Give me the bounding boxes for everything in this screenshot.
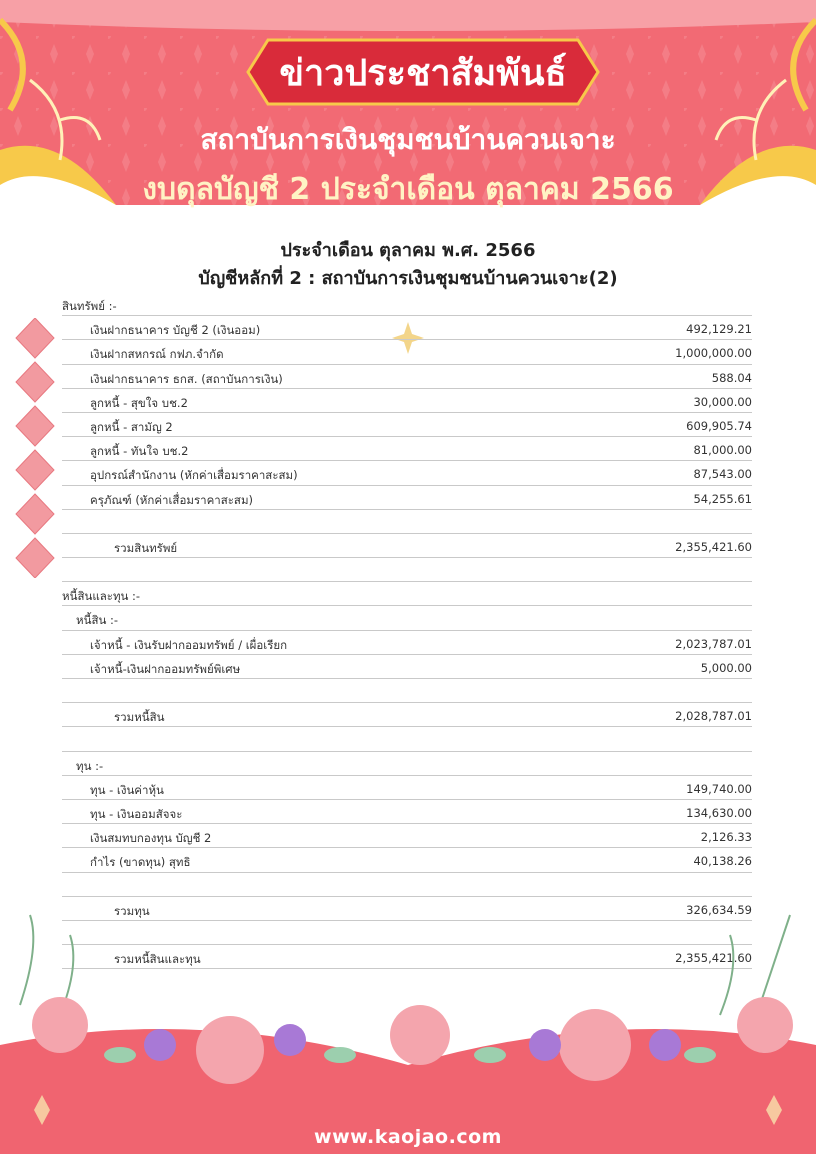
row-label: รวมสินทรัพย์	[114, 540, 178, 555]
flower-decoration-icon	[0, 902, 816, 1154]
row-amount: 2,126.33	[700, 830, 752, 845]
row-amount: 54,255.61	[693, 491, 752, 506]
row-amount: 81,000.00	[693, 443, 752, 458]
row-amount: 492,129.21	[686, 322, 752, 337]
table-row	[62, 510, 752, 534]
document-account-heading: บัญชีหลักที่ 2 : สถาบันการเงินชุมชนบ้านควนเจาะ(2)	[198, 268, 618, 289]
row-amount: 2,355,421.60	[675, 539, 752, 554]
row-amount: 134,630.00	[686, 805, 752, 820]
row-amount: 87,543.00	[693, 467, 752, 482]
table-row	[62, 437, 752, 461]
row-label: ลูกหนี้ - สุขใจ บช.2	[90, 395, 188, 410]
row-label: เจ้าหนี้ - เงินรับฝากออมทรัพย์ / เผื่อเรียก	[90, 637, 288, 652]
row-label: เงินฝากธนาคาร ธกส. (สถาบันการเงิน)	[90, 371, 283, 386]
row-label: หนี้สิน :-	[76, 613, 119, 628]
table-row	[62, 679, 752, 703]
row-label: ทุน :-	[76, 758, 104, 773]
row-amount: 588.04	[711, 370, 752, 385]
header-banner	[0, 0, 816, 215]
row-label: ทุน - เงินออมสัจจะ	[90, 806, 183, 821]
table-row	[62, 655, 752, 679]
institution-name: สถาบันการเงินชุมชนบ้านควนเจาะ	[200, 123, 616, 156]
banner-title: ข่าวประชาสัมพันธ์	[279, 52, 567, 94]
row-label: ลูกหนี้ - ทันใจ บช.2	[90, 444, 189, 459]
row-amount: 609,905.74	[686, 418, 752, 433]
table-row	[62, 848, 752, 872]
row-label: รวมทุน	[114, 903, 150, 918]
table-row	[62, 824, 752, 848]
table-row	[62, 389, 752, 413]
report-title: งบดุลบัญชี 2 ประจำเดือน ตุลาคม 2566	[142, 172, 674, 207]
table-row	[62, 631, 752, 655]
thai-pattern-ornament-icon	[14, 318, 56, 578]
row-amount: 40,138.26	[693, 854, 752, 869]
table-row	[62, 873, 752, 897]
table-row	[62, 534, 752, 558]
table-row	[62, 703, 752, 727]
row-amount: 326,634.59	[686, 902, 752, 917]
row-amount: 149,740.00	[686, 781, 752, 796]
table-row	[62, 558, 752, 582]
website-link[interactable]: www.kaojao.com	[314, 1126, 502, 1148]
row-label: เงินสมทบกองทุน บัญชี 2	[90, 831, 212, 846]
row-label: รวมหนี้สินและทุน	[114, 952, 201, 967]
table-row	[62, 606, 752, 630]
table-row	[62, 413, 752, 437]
row-label: เงินฝากธนาคาร บัญชี 2 (เงินออม)	[90, 323, 261, 338]
row-label: ครุภัณฑ์ (หักค่าเสื่อมราคาสะสม)	[90, 492, 254, 507]
row-amount: 2,023,787.01	[675, 636, 752, 651]
row-label: เจ้าหนี้-เงินฝากออมทรัพย์พิเศษ	[90, 661, 241, 676]
row-amount: 30,000.00	[693, 394, 752, 409]
footer-floral-decoration	[0, 902, 816, 1154]
table-row	[62, 776, 752, 800]
document-period-heading: ประจำเดือน ตุลาคม พ.ศ. 2566	[280, 240, 536, 261]
row-label: เงินฝากสหกรณ์ กฟภ.จำกัด	[90, 347, 224, 362]
row-label: หนี้สินและทุน :-	[62, 589, 141, 604]
row-label: อุปกรณ์สำนักงาน (หักค่าเสื่อมราคาสะสม)	[90, 468, 298, 483]
table-row	[62, 316, 752, 340]
row-label: สินทรัพย์ :-	[62, 299, 117, 313]
table-row	[62, 800, 752, 824]
row-label: รวมหนี้สิน	[114, 710, 165, 725]
row-label: ทุน - เงินค่าหุ้น	[90, 782, 164, 797]
table-row	[62, 292, 752, 316]
table-row	[62, 582, 752, 606]
balance-sheet-table	[62, 292, 752, 969]
row-amount: 2,028,787.01	[675, 709, 752, 724]
table-row	[62, 486, 752, 510]
row-label: กำไร (ขาดทุน) สุทธิ	[90, 855, 191, 870]
table-row	[62, 727, 752, 751]
table-row	[62, 340, 752, 364]
row-amount: 1,000,000.00	[675, 346, 752, 361]
row-amount: 5,000.00	[700, 660, 752, 675]
row-label: ลูกหนี้ - สามัญ 2	[90, 419, 173, 434]
table-row	[62, 752, 752, 776]
table-row	[62, 365, 752, 389]
table-row	[62, 461, 752, 485]
row-amount: 2,355,421.60	[675, 951, 752, 966]
